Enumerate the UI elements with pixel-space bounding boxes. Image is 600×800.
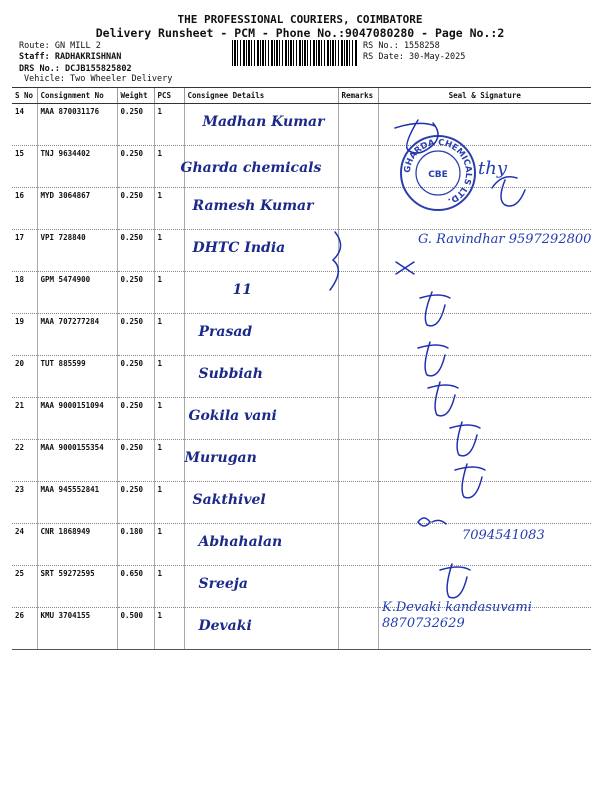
cell-weight: 0.250	[117, 314, 154, 356]
consignee-handwritten-name: DHTC India	[192, 240, 286, 256]
cell-sno: 26	[12, 608, 37, 650]
cell-weight: 0.250	[117, 356, 154, 398]
signature-scribble-22	[450, 422, 480, 456]
rs-number: RS No.: 1558258	[363, 41, 440, 51]
cell-weight: 0.250	[117, 482, 154, 524]
cell-sno: 16	[12, 188, 37, 230]
consignee-handwritten-name: Prasad	[198, 324, 253, 340]
vehicle-info: Vehicle: Two Wheeler Delivery	[24, 74, 173, 84]
signature-text-15: thy	[478, 158, 507, 179]
cell-pcs: 1	[154, 146, 184, 188]
cell-consignment-no: MYD 3064867	[37, 188, 117, 230]
cell-consignment-no: KMU 3704155	[37, 608, 117, 650]
col-pcs: PCS	[154, 88, 184, 104]
cell-weight: 0.650	[117, 566, 154, 608]
cell-weight: 0.250	[117, 230, 154, 272]
cell-consignment-no: MAA 9000151094	[37, 398, 117, 440]
cell-consignment-no: VPI 728840	[37, 230, 117, 272]
signature-scribble-14	[395, 120, 438, 153]
cell-weight: 0.500	[117, 608, 154, 650]
col-weight: Weight	[117, 88, 154, 104]
cell-pcs: 1	[154, 608, 184, 650]
seal-city: CBE	[428, 170, 448, 180]
cell-pcs: 1	[154, 188, 184, 230]
route-info: Route: GN MILL 2	[19, 41, 101, 51]
consignee-handwritten-name: Murugan	[184, 450, 257, 466]
cell-sno: 18	[12, 272, 37, 314]
cross-mark-17	[396, 262, 414, 274]
cell-consignment-no: MAA 945552841	[37, 482, 117, 524]
cell-pcs: 1	[154, 356, 184, 398]
consignee-handwritten-name: Devaki	[198, 618, 252, 634]
cell-consignment-no: CNR 1868949	[37, 524, 117, 566]
cell-weight: 0.250	[117, 146, 154, 188]
cell-sno: 21	[12, 398, 37, 440]
cell-sno: 14	[12, 104, 37, 146]
cell-consignment-no: MAA 9000155354	[37, 440, 117, 482]
cell-consignment-no: SRT 59272595	[37, 566, 117, 608]
cell-sno: 25	[12, 566, 37, 608]
cell-weight: 0.250	[117, 440, 154, 482]
drs-info: DRS No.: DCJB155825802	[19, 64, 132, 74]
signature-scribble-19	[420, 292, 450, 326]
cell-consignment-no: TUT 885599	[37, 356, 117, 398]
consignee-handwritten-name: Madhan Kumar	[202, 114, 325, 130]
consignee-handwritten-name: Sakthivel	[192, 492, 266, 508]
col-remarks: Remarks	[338, 88, 378, 104]
signature-scribble-20	[418, 342, 448, 376]
rs-date: RS Date: 30-May-2025	[363, 52, 466, 62]
consignee-handwritten-name: 11	[232, 282, 252, 298]
col-seal-signature: Seal & Signature	[378, 88, 591, 104]
cell-weight: 0.250	[117, 272, 154, 314]
consignee-handwritten-name: Gharda chemicals	[180, 160, 322, 176]
cell-pcs: 1	[154, 398, 184, 440]
cell-pcs: 1	[154, 440, 184, 482]
consignee-handwritten-name: Abhahalan	[198, 534, 283, 550]
runsheet-subtitle: Delivery Runsheet - PCM - Phone No.:9047080280 - Page No.:2	[95, 26, 505, 40]
cell-consignment-no: GPM 5474900	[37, 272, 117, 314]
cell-pcs: 1	[154, 104, 184, 146]
signature-text-26: K.Devaki kandasuvami 8870732629	[382, 600, 532, 631]
cell-pcs: 1	[154, 314, 184, 356]
cell-consignment-no: MAA 707277284	[37, 314, 117, 356]
cell-pcs: 1	[154, 524, 184, 566]
seal-text: GHARDA CHEMICALS LTD.	[402, 137, 474, 206]
col-consignment: Consignment No	[37, 88, 117, 104]
col-consignee: Consignee Details	[184, 88, 338, 104]
cell-pcs: 1	[154, 272, 184, 314]
col-sno: S No	[12, 88, 37, 104]
cell-consignment-no: TNJ 9634402	[37, 146, 117, 188]
cell-consignment-no: MAA 870031176	[37, 104, 117, 146]
consignee-handwritten-name: Subbiah	[198, 366, 263, 382]
signature-text-17: G. Ravindhar 9597292800	[418, 232, 592, 247]
cell-weight: 0.250	[117, 188, 154, 230]
cell-sno: 22	[12, 440, 37, 482]
consignee-handwritten-name: Gokila vani	[188, 408, 277, 424]
consignee-handwritten-name: Ramesh Kumar	[192, 198, 314, 214]
bracket-scribble-17	[330, 232, 341, 290]
signature-scribble-21	[428, 382, 458, 416]
signature-text-24: 7094541083	[462, 528, 545, 543]
cell-pcs: 1	[154, 566, 184, 608]
cell-sno: 19	[12, 314, 37, 356]
company-title: THE PROFESSIONAL COURIERS, COIMBATORE	[177, 13, 423, 26]
cell-weight: 0.250	[117, 104, 154, 146]
staff-info: Staff: RADHAKRISHNAN	[19, 52, 122, 62]
signature-scribble-24	[418, 518, 446, 526]
cell-sno: 17	[12, 230, 37, 272]
signature-scribble-25	[440, 564, 470, 598]
cell-weight: 0.250	[117, 398, 154, 440]
cell-sno: 20	[12, 356, 37, 398]
cell-sno: 15	[12, 146, 37, 188]
cell-sno: 23	[12, 482, 37, 524]
cell-sno: 24	[12, 524, 37, 566]
cell-weight: 0.180	[117, 524, 154, 566]
cell-pcs: 1	[154, 482, 184, 524]
cell-pcs: 1	[154, 230, 184, 272]
signature-scribble-15	[492, 177, 525, 206]
signature-scribble-23	[455, 464, 485, 498]
consignee-handwritten-name: Sreeja	[198, 576, 248, 592]
